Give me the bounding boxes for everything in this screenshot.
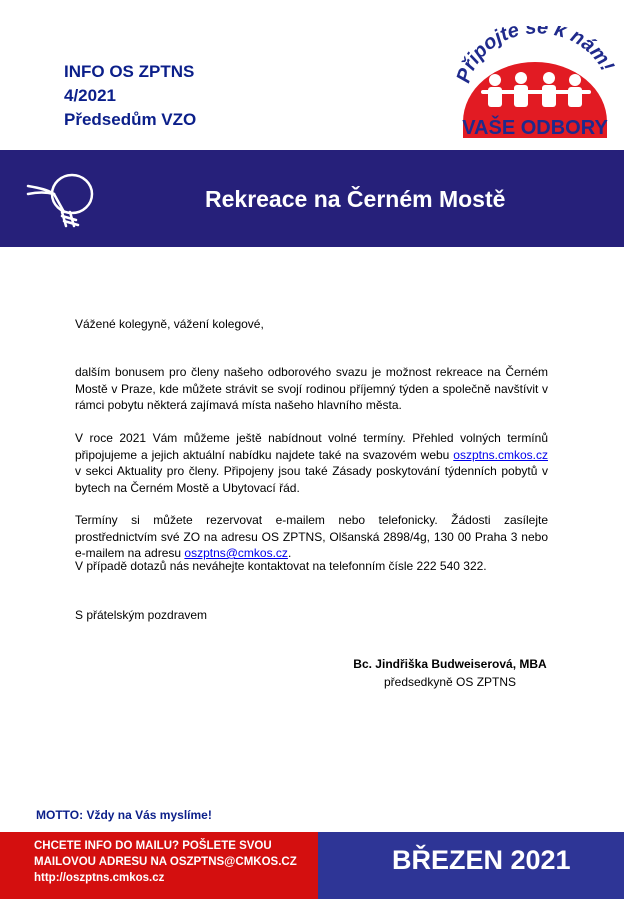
letter-paragraph-3 — [75, 512, 548, 562]
paragraph-3-text-end: . — [287, 546, 292, 560]
footer-date-box — [318, 832, 624, 899]
signature-name: Bc. Jindřiška Budweiserová, MBA — [353, 657, 547, 671]
web-link[interactable]: oszptns.cmkos.cz — [453, 447, 548, 462]
letter-paragraph-2 — [75, 430, 548, 496]
paragraph-2-text-start: V roce 2021 Vám můžeme ještě nabídnout volné termíny. Přehled volných termínů připojujeme a jejich aktuální nabídku najdete také na svazovém webu — [75, 431, 548, 462]
footer-subscribe-box — [0, 832, 318, 899]
header-line-3: Předsedům VZO — [64, 110, 197, 129]
issue-date: BŘEZEN 2021 — [392, 845, 571, 875]
signature-block — [340, 655, 560, 691]
paragraph-3-text-start: Termíny si můžete rezervovat e-mailem nebo telefonicky. Žádosti zasílejte prostřednictvím své ZO na adresu OS ZPTNS, Olšanská 2898/4g, 130 00 Praha 3 nebo e-mailem na adresu — [75, 513, 548, 560]
header-line-2: 4/2021 — [64, 86, 116, 105]
header-line-1: INFO OS ZPTNS — [64, 62, 195, 81]
page-title: Rekreace na Černém Mostě — [205, 186, 506, 212]
email-link[interactable]: oszptns@cmkos.cz — [184, 546, 288, 560]
footer-web-link[interactable]: http://oszptns.cmkos.cz — [34, 872, 165, 884]
newsletter-header — [64, 60, 196, 132]
signature-role: předsedkyně OS ZPTNS — [383, 675, 517, 689]
logo-slogan: Připojte se k nám — [455, 26, 614, 86]
title-banner — [0, 150, 624, 247]
letter-paragraph-1: dalším bonusem pro členy našeho odborového svazu je možnost rekreace na Černém Mostě v Praze, kde můžete strávit se svojí rodinou příjemný týden a společně navštívit v rámci pobytu některá zajímavá místa našeho hlavního města. — [75, 365, 548, 412]
footer-line-1: CHCETE INFO DO MAILU? POŠLETE SVOU — [34, 840, 272, 852]
letter-closing: S přátelským pozdravem — [75, 608, 208, 622]
vase-odbory-logo — [455, 26, 615, 140]
paragraph-2-text-end: v sekci Aktuality pro členy. Připojeny jsou také Zásady poskytování týdenních pobytů v bytech na Černém Mostě a Ubytovací řád. — [75, 464, 548, 495]
letter-paragraph-4: V případě dotazů nás neváhejte kontaktovat na telefonním čísle 222 540 322. — [75, 559, 487, 573]
footer-line-2: MAILOVOU ADRESU NA OSZPTNS@CMKOS.CZ — [34, 856, 297, 868]
letter-greeting: Vážené kolegyně, vážení kolegové, — [75, 317, 264, 331]
motto: MOTTO: Vždy na Vás myslíme! — [36, 808, 212, 822]
logo-name: VAŠE ODBORY — [462, 117, 608, 139]
post-horn-icon — [24, 166, 102, 232]
